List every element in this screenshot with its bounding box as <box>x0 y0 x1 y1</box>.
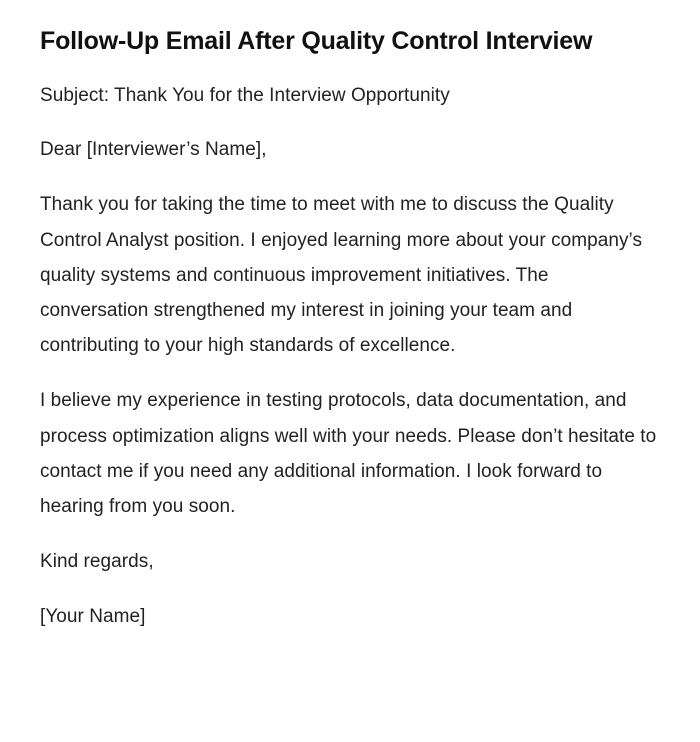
email-signature: [Your Name] <box>40 606 146 628</box>
body-paragraph-1: Thank you for taking the time to meet with me to discuss the Quality Control Analyst position. I enjoyed learning more about your company’s quality systems and continuous improvement initiatives. The conversation strengthened my interest in joining your team and contributing to your high standards of excellence. <box>40 194 642 357</box>
email-subject: Subject: Thank You for the Interview Opportunity <box>40 85 450 106</box>
email-closing: Kind regards, <box>40 551 154 573</box>
email-greeting: Dear [Interviewer’s Name], <box>40 139 267 161</box>
document-title: Follow-Up Email After Quality Control Interview <box>40 27 593 55</box>
body-paragraph-2: I believe my experience in testing protocols, data documentation, and process optimization aligns well with your needs. Please don’t hesitate to contact me if you need any additional information. I look forward to hearing from you soon. <box>40 390 657 518</box>
